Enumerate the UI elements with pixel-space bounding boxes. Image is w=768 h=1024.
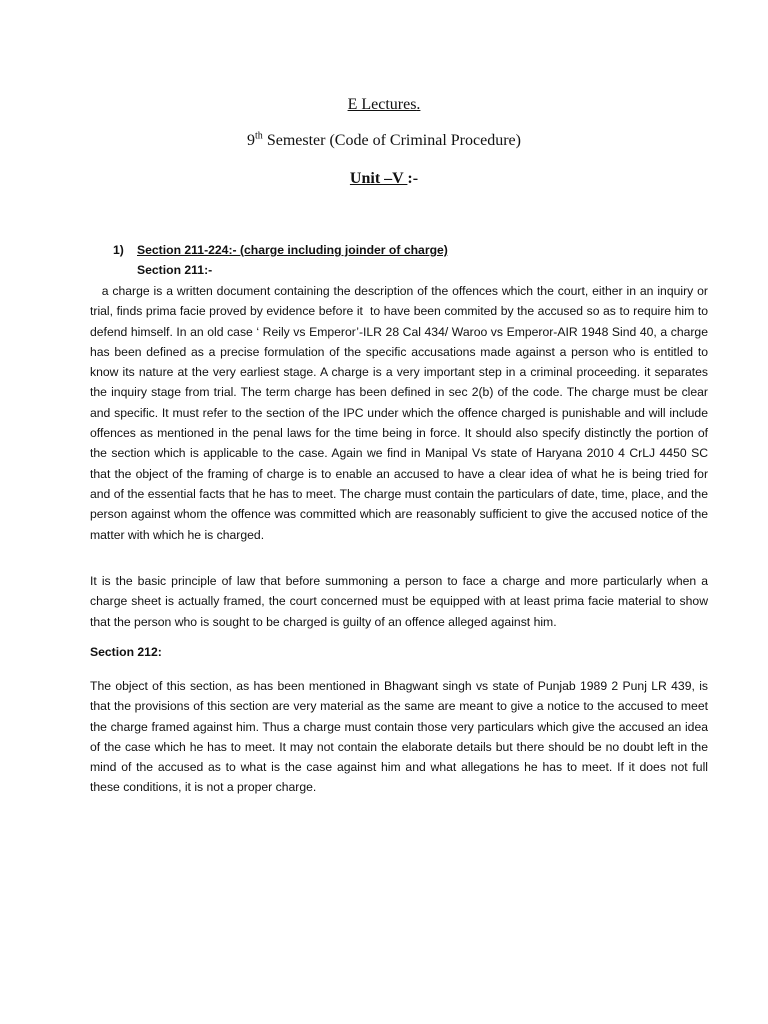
section-heading — [113, 243, 448, 257]
document-title-suffix: . — [416, 96, 421, 113]
paragraph-section-211: a charge is a written document containing the description of the offences which the court, either in an inquiry or trial, finds prima facie proved by evidence before it to have been commited by the accused so as to require him to defend himself. In an old case ‘ Reily vs Emperor’-ILR 28 Cal 434/ Waroo vs Emperor-AIR 1948 Sind 40, a charge has been defined as a precise formulation of the specific accusations made against a person who is entitled to know its nature at the very earliest stage. A charge is a very important step in a criminal proceeding. it separates the inquiry stage from trial. The term charge has been defined in sec 2(b) of the code. The charge must be clear and specific. It must refer to the section of the IPC under which the offence charged is punishable and will include offences as mentioned in the penal laws for the time being in force. It should also specify distinctly the portion of the section which is applicable to the case. Again we find in Manipal Vs state of Haryana 2010 4 CrLJ 4450 SC that the object of the framing of charge is to enable an accused to have a clear idea of what he is being tried for and of the essential facts that he has to meet. The charge must contain the particulars of date, time, place, and the person against whom the offence was committed which are reasonably sufficient to give the accused notice of the matter with which he is charged. — [90, 284, 712, 542]
document-title — [0, 96, 768, 114]
unit-heading — [0, 170, 768, 188]
section-number: 1) — [113, 243, 124, 257]
section-211-heading: Section 211:- — [137, 263, 213, 277]
semester-text: Semester (Code of Criminal Procedure) — [262, 132, 521, 149]
paragraph-section-212: The object of this section, as has been mentioned in Bhagwant singh vs state of Punjab 1989 2 Punj LR 439, is that the provisions of this section are very material as the same are meant to give a notice to the accused to meet the charge framed against him. Thus a charge must contain those very particulars which give the accused an idea of the case which he has to meet. It may not contain the elaborate details but there should be no doubt left in the mind of the accused as to what is the case against him and what allegations he has to meet. If it does not full these conditions, it is not a proper charge. — [90, 679, 708, 795]
semester-heading — [0, 132, 768, 150]
semester-superscript: th — [255, 130, 263, 142]
unit-heading-underlined: Unit –V — [349, 170, 408, 187]
document-title-text: E Lectures — [347, 96, 417, 113]
unit-heading-suffix: :- — [407, 170, 419, 187]
paragraph-basic-principle: It is the basic principle of law that before summoning a person to face a charge and more particularly when a charge sheet is actually framed, the court concerned must be equipped with at least prima facie material to show that the person who is sought to be charged is guilty of an offence alleged against him. — [90, 574, 708, 629]
section-212-heading: Section 212: — [90, 645, 162, 659]
semester-number: 9 — [247, 132, 256, 149]
section-heading-text: Section 211-224:- (charge including joinder of charge) — [137, 243, 448, 257]
